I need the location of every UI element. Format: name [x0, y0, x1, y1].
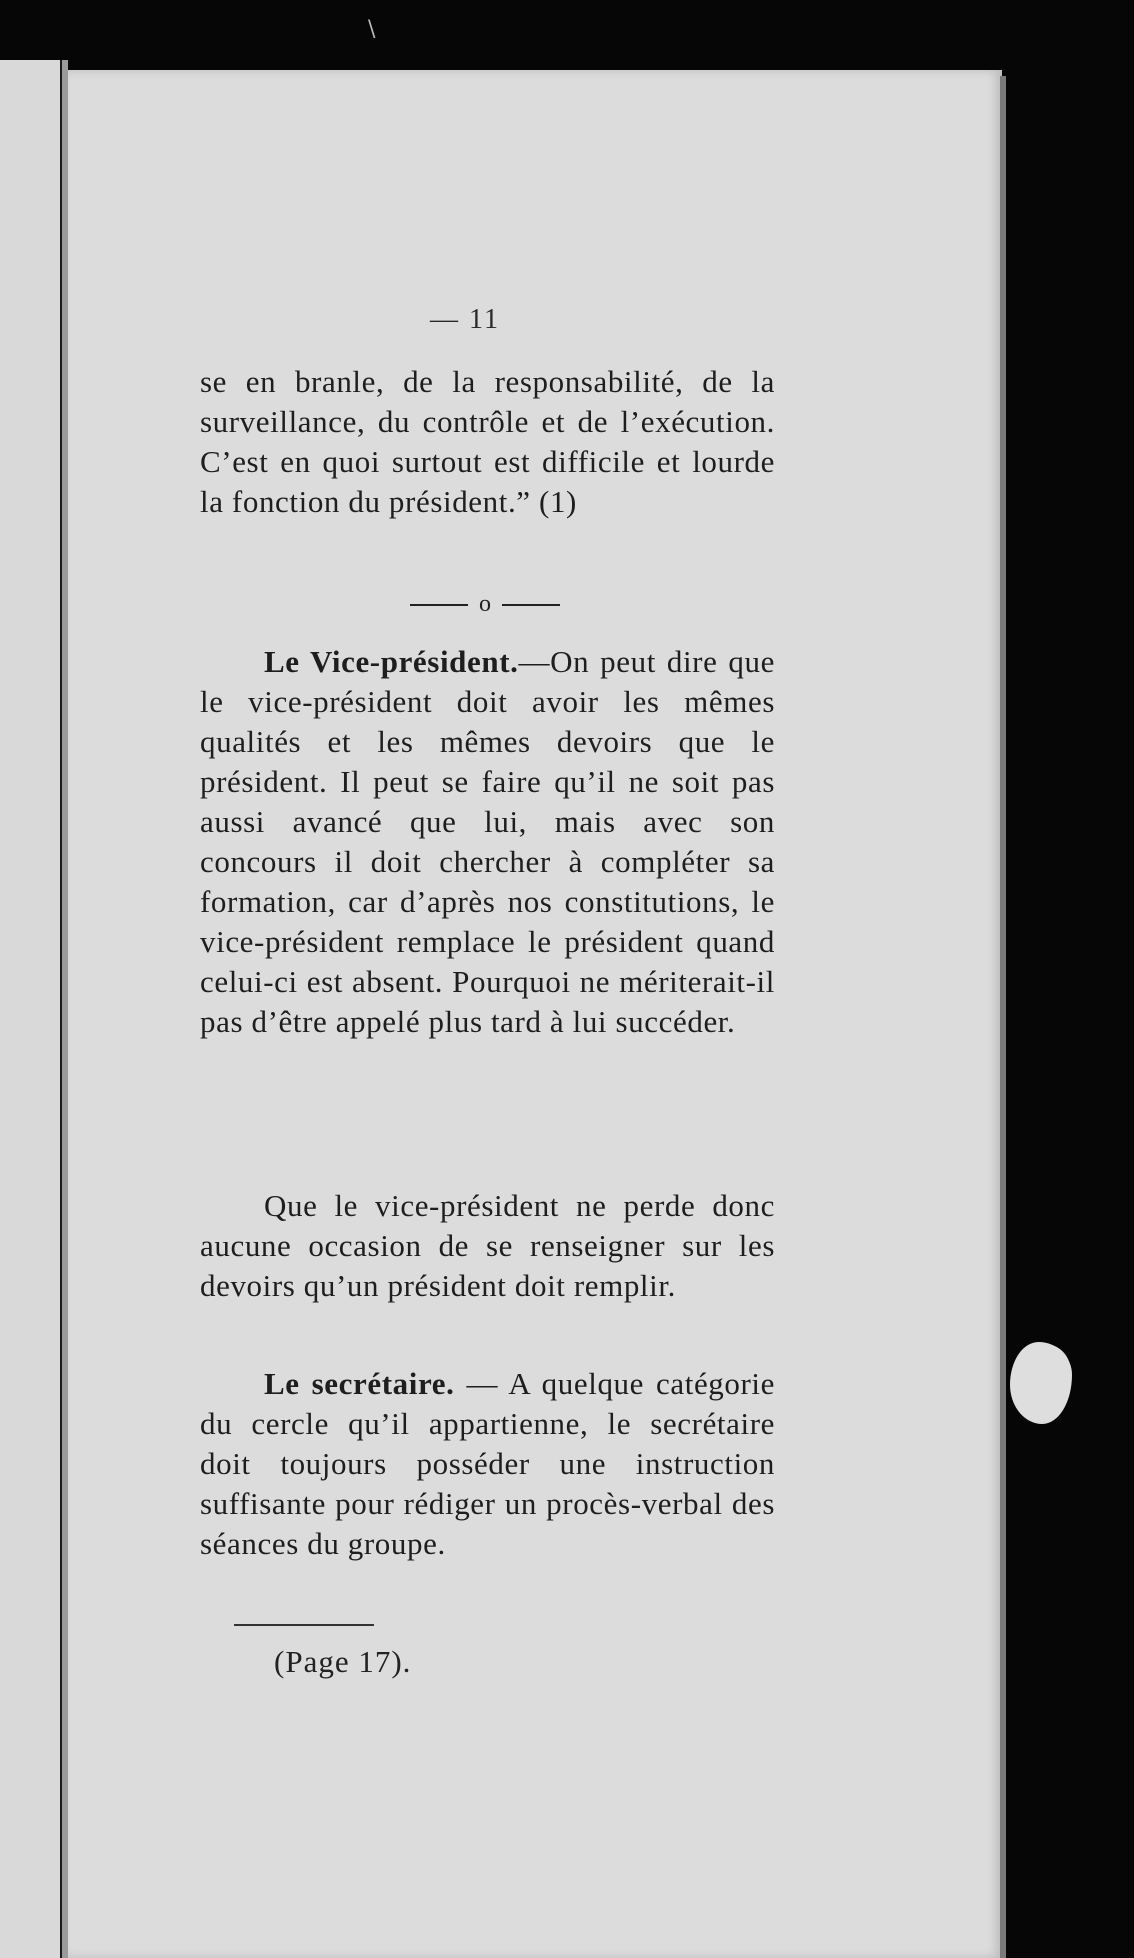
vice-president-paragraph [200, 642, 775, 1042]
secretaire-body: — A quelque catégorie du cercle qu’il appartienne, le secrétaire doit toujours posséder une instruction suffisante pour rédiger un procès-verbal des séances du groupe. [200, 1366, 775, 1561]
footnote: (Page 17). [274, 1644, 412, 1679]
vice-president-paragraph-2: Que le vice-président ne perde donc aucune occasion de se renseigner sur les devoirs qu’un président doit remplir. [200, 1188, 775, 1303]
secretaire-paragraph [200, 1364, 775, 1564]
quote-continuation-paragraph: se en branle, de la responsabilité, de la surveillance, du contrôle et de l’exécution. C’est en quoi surtout est difficile et lourde la fonction du président.” (1) [200, 364, 775, 519]
vice-president-body: —On peut dire que le vice-président doit avoir les mêmes qualités et les mêmes devoirs que le président. Il peut se faire qu’il ne soit pas aussi avancé que lui, mais avec son concours il doit chercher à compléter sa formation, car d’après nos constitutions, le vice-président remplace le président quand celui-ci est absent. Pourquoi ne mériterait-il pas d’être appelé plus tard à lui succéder. [200, 644, 775, 1039]
page-right-edge [1000, 76, 1006, 1958]
section-divider: o [410, 594, 560, 614]
left-page-edge [0, 60, 63, 1958]
footnote-rule [234, 1624, 374, 1626]
page-number: — 11 [430, 304, 500, 335]
scan-artifact-mark: \ [368, 17, 376, 42]
scan-artifact-blob [1010, 1342, 1072, 1424]
secretaire-heading: Le secrétaire. [264, 1366, 455, 1401]
vice-president-heading: Le Vice-président. [264, 644, 519, 679]
